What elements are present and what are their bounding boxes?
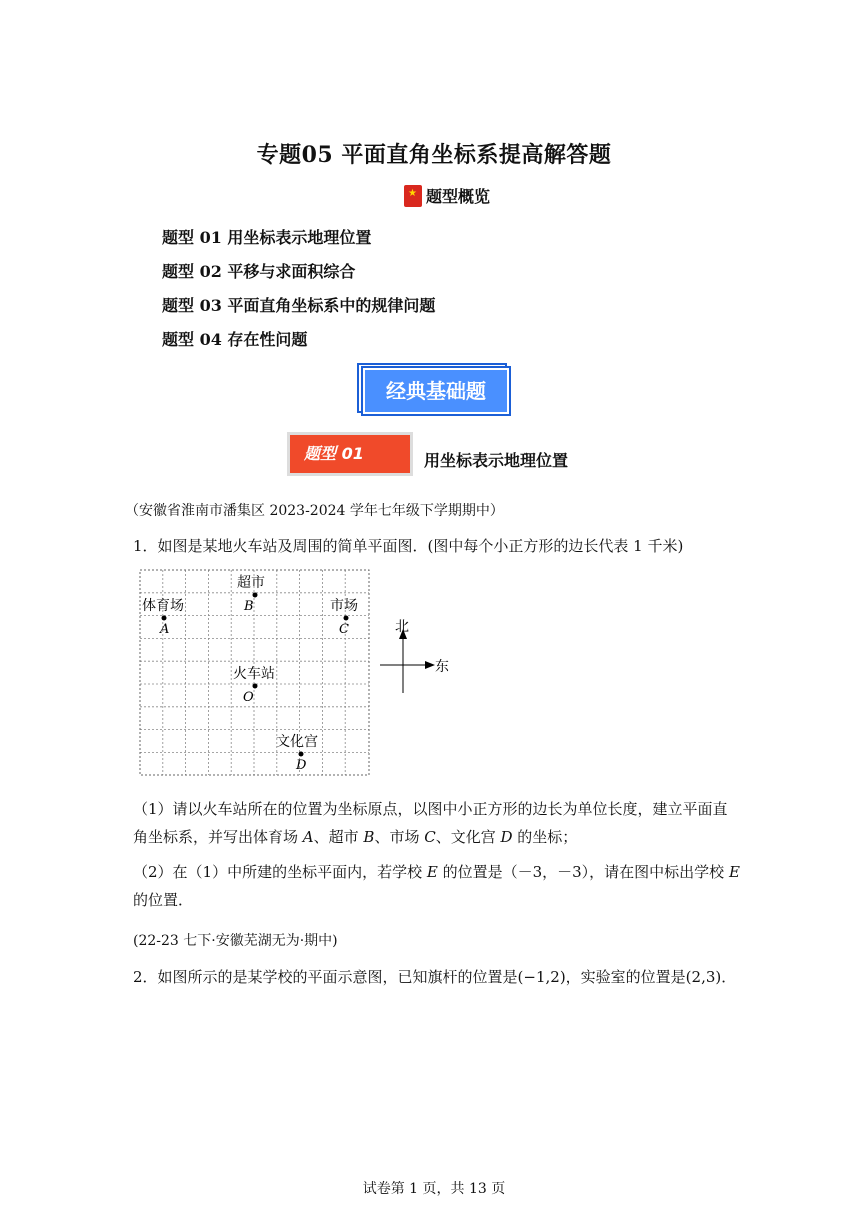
- point-b: [253, 593, 258, 598]
- compass-icon: [375, 615, 455, 697]
- toc-item: 题型 02 平移与求面积综合: [162, 262, 356, 281]
- var-e: E: [426, 863, 438, 881]
- point-a: [162, 616, 167, 621]
- var-c: C: [424, 828, 436, 846]
- question-stem: 1．如图是某地火车站及周围的简单平面图．(图中每个小正方形的边长代表 1 千米): [133, 537, 684, 555]
- part1-line2: [133, 823, 743, 851]
- question-part-2: [133, 858, 743, 914]
- page-title: 专题05 平面直角坐标系提高解答题: [256, 142, 612, 168]
- text: 角坐标系，并写出体育场: [133, 828, 303, 846]
- text: （2）在（1）中所建的坐标平面内，若学校: [133, 863, 427, 881]
- part1-line1: （1）请以火车站所在的位置为坐标原点，以图中小正方形的边长为单位长度，建立平面直: [133, 800, 728, 818]
- part2-line1: [133, 858, 743, 886]
- toc-item: 题型 03 平面直角坐标系中的规律问题: [162, 296, 436, 315]
- label-d: D: [296, 758, 307, 773]
- toc-list: [162, 227, 435, 363]
- label-b-name: 超市: [237, 575, 265, 591]
- label-d-name: 文化宫: [276, 734, 318, 750]
- question-stem: 2．如图所示的是某学校的平面示意图，已知旗杆的位置是(−1,2)，实验室的位置是(2,3)．: [133, 968, 737, 986]
- overview-label: 题型概览: [426, 187, 491, 206]
- question-part-1: [133, 795, 743, 851]
- var-d: D: [500, 828, 513, 846]
- label-b: B: [244, 599, 254, 614]
- compass-north: 北: [395, 619, 409, 635]
- compass-east: 东: [435, 659, 449, 675]
- label-a: A: [160, 622, 170, 637]
- label-a-name: 体育场: [142, 598, 184, 614]
- point-o: [253, 684, 258, 689]
- label-o: O: [243, 690, 254, 705]
- label-c: C: [339, 622, 349, 637]
- page-footer: 试卷第 1 页，共 13 页: [362, 1181, 506, 1197]
- text: 的坐标；: [512, 828, 578, 846]
- label-c-name: 市场: [330, 598, 358, 614]
- part2-line2: 的位置．: [133, 891, 194, 909]
- question-source: （安徽省淮南市潘集区 2023-2024 学年七年级下学期期中）: [125, 503, 504, 519]
- var-e: E: [728, 863, 740, 881]
- toc-item: 题型 04 存在性问题: [162, 330, 308, 349]
- type-title: 用坐标表示地理位置: [424, 451, 569, 470]
- type-badge: 题型 01: [287, 432, 413, 476]
- text: 、市场: [374, 828, 425, 846]
- text: 的位置是（－3，－3），请在图中标出学校: [437, 863, 729, 881]
- book-icon: [404, 185, 422, 207]
- banner-label: 经典基础题: [363, 368, 509, 414]
- point-c: [344, 616, 349, 621]
- var-a: A: [302, 828, 314, 846]
- toc-item: 题型 01 用坐标表示地理位置: [162, 228, 372, 247]
- overview-heading: [404, 184, 490, 207]
- station-map: [138, 568, 372, 778]
- section-banner: [357, 363, 511, 416]
- text: 、文化宫: [435, 828, 501, 846]
- text: 、超市: [313, 828, 364, 846]
- label-o-name: 火车站: [233, 666, 275, 682]
- point-d: [299, 752, 304, 757]
- var-b: B: [363, 828, 375, 846]
- question-source: (22-23 七下·安徽芜湖无为·期中): [133, 933, 338, 949]
